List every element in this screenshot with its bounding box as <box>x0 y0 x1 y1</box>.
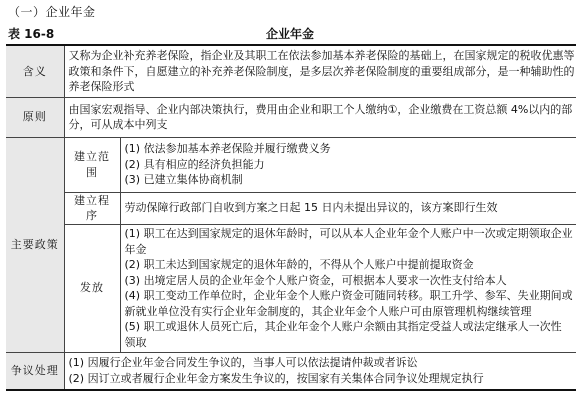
text-line: (3) 已建立集体协商机制 <box>124 173 243 187</box>
sub-content-procedure <box>120 192 576 224</box>
text-line: (1) 因履行企业年金合同发生争议的，当事人可以依法提请仲裁或者诉讼 <box>68 356 418 370</box>
text-line: (1) 依法参加基本养老保险并履行缴费义务 <box>124 142 331 156</box>
section-heading: （一）企业年金 <box>8 5 96 19</box>
row-establish-procedure <box>6 192 576 224</box>
text-line: 政策和条件下，自愿建立的补充养老保险制度，是多层次养老保险制度的重要组成部分，是一种辅助性的 <box>68 64 575 78</box>
row-label-policies: 主要政策 <box>6 137 64 352</box>
text-line: 分，可从成本中列支 <box>68 118 168 131</box>
row-establish-scope <box>6 137 576 192</box>
row-content-meaning <box>64 45 576 97</box>
text-line: (1) 职工在达到国家规定的退休年龄时，可以从本人企业年金个人账户中一次或定期领取企业 <box>124 227 573 240</box>
row-content-principle <box>64 97 576 137</box>
pension-table <box>6 44 576 391</box>
text-line: 养老保险形式 <box>68 80 135 93</box>
sub-label-payout: 发放 <box>64 224 120 352</box>
row-label-principle: 原则 <box>6 97 64 137</box>
text-line: 新就业单位没有实行企业年金制度的，其企业年金个人账户可由原管理机构继续管理 <box>124 304 532 318</box>
row-meaning <box>6 45 576 97</box>
text-line: (2) 因订立或者履行企业年金方案发生争议的，按国家有关集体合同争议处理规定执行 <box>68 371 484 385</box>
sub-label-procedure: 建立程序 <box>64 192 120 224</box>
sub-label-scope: 建立范围 <box>64 137 120 192</box>
table-title: 企业年金 <box>265 27 314 41</box>
row-label-meaning: 含义 <box>6 45 64 97</box>
text-line: 又称为企业补充养老保险，指企业及其职工在依法参加基本养老保险的基础上，在国家规定的税收优惠等 <box>68 49 575 62</box>
text-line: 年金 <box>124 242 147 256</box>
table-label: 表 16-8 <box>8 27 55 41</box>
text-line: 劳动保障行政部门自收到方案之日起 15 日内未提出异议的，该方案即行生效 <box>124 201 498 215</box>
text-line: (3) 出境定居人员的企业年金个人账户资金，可根据本人要求一次性支付给本人 <box>124 273 507 287</box>
sub-content-payout <box>120 224 576 352</box>
row-principle <box>6 97 576 137</box>
text-line: (4) 职工变动工作单位时，企业年金个人账户资金可随同转移。职工升学、参军、失业期间或 <box>124 289 573 302</box>
table-caption <box>0 26 580 42</box>
row-content-dispute <box>64 352 576 390</box>
text-line: 由国家宏观指导、企业内部决策执行，费用由企业和职工个人缴纳①，企业缴费在工资总额 4%以内的部 <box>68 102 573 116</box>
text-line: 领取 <box>124 335 147 349</box>
row-label-dispute: 争议处理 <box>6 352 64 390</box>
text-line: (2) 职工未达到国家规定的退休年龄的，不得从个人账户中提前提取资金 <box>124 258 474 271</box>
text-line: (5) 职工或退休人员死亡后，其企业年金个人账户余额由其指定受益人或法定继承人一次性 <box>124 320 562 333</box>
sub-content-scope <box>120 137 576 192</box>
row-dispute <box>6 352 576 390</box>
row-payout <box>6 224 576 352</box>
text-line: (2) 具有相应的经济负担能力 <box>124 157 265 171</box>
